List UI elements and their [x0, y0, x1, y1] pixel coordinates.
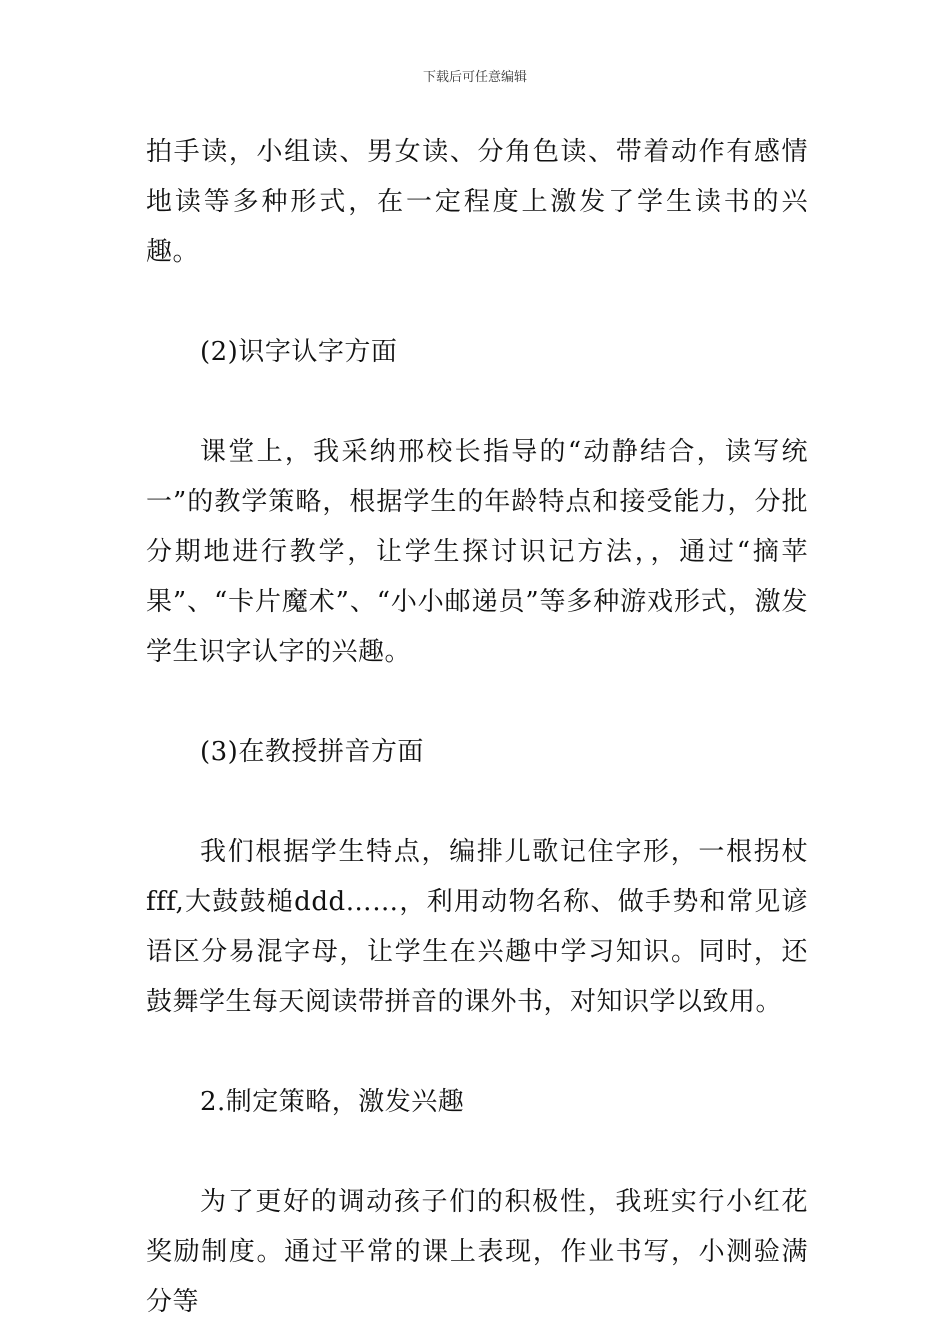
paragraph-pinyin: 我们根据学生特点，编排儿歌记住字形，一根拐杖fff,大鼓鼓槌ddd……，利用动物名称、做手势和常见谚语区分易混字母，让学生在兴趣中学习知识。同时，还鼓舞学生每天阅读带拼音的课外书，对知识学以致用。 [146, 837, 808, 1017]
section-heading-literacy: (2)识字认字方面 [200, 337, 398, 367]
paragraph-gap [146, 277, 808, 327]
paragraph-gap [146, 777, 808, 827]
paragraph-gap [146, 1027, 808, 1077]
page-header-note: 下载后可任意编辑 [422, 70, 527, 85]
paragraph-gap [146, 1127, 808, 1177]
paragraph-literacy: 课堂上，我采纳邢校长指导的“动静结合，读写统一”的教学策略，根据学生的年龄特点和接受能力，分批分期地进行教学，让学生探讨识记方法，，通过“摘苹果”、“卡片魔术”、“小小邮递员”等多种游戏形式，激发学生识字认字的兴趣。 [146, 437, 808, 667]
paragraph-reward-system: 为了更好的调动孩子们的积极性，我班实行小红花奖励制度。通过平常的课上表现，作业书写，小测验满分等 [146, 1187, 808, 1317]
paragraph-gap [146, 677, 808, 727]
document-body [146, 127, 808, 1327]
paragraph-reading-forms: 拍手读，小组读、男女读、分角色读、带着动作有感情地读等多种形式，在一定程度上激发了学生读书的兴趣。 [146, 137, 808, 267]
paragraph-gap [146, 377, 808, 427]
section-heading-strategy: 2.制定策略，激发兴趣 [200, 1087, 465, 1117]
section-heading-pinyin: (3)在教授拼音方面 [200, 737, 424, 767]
